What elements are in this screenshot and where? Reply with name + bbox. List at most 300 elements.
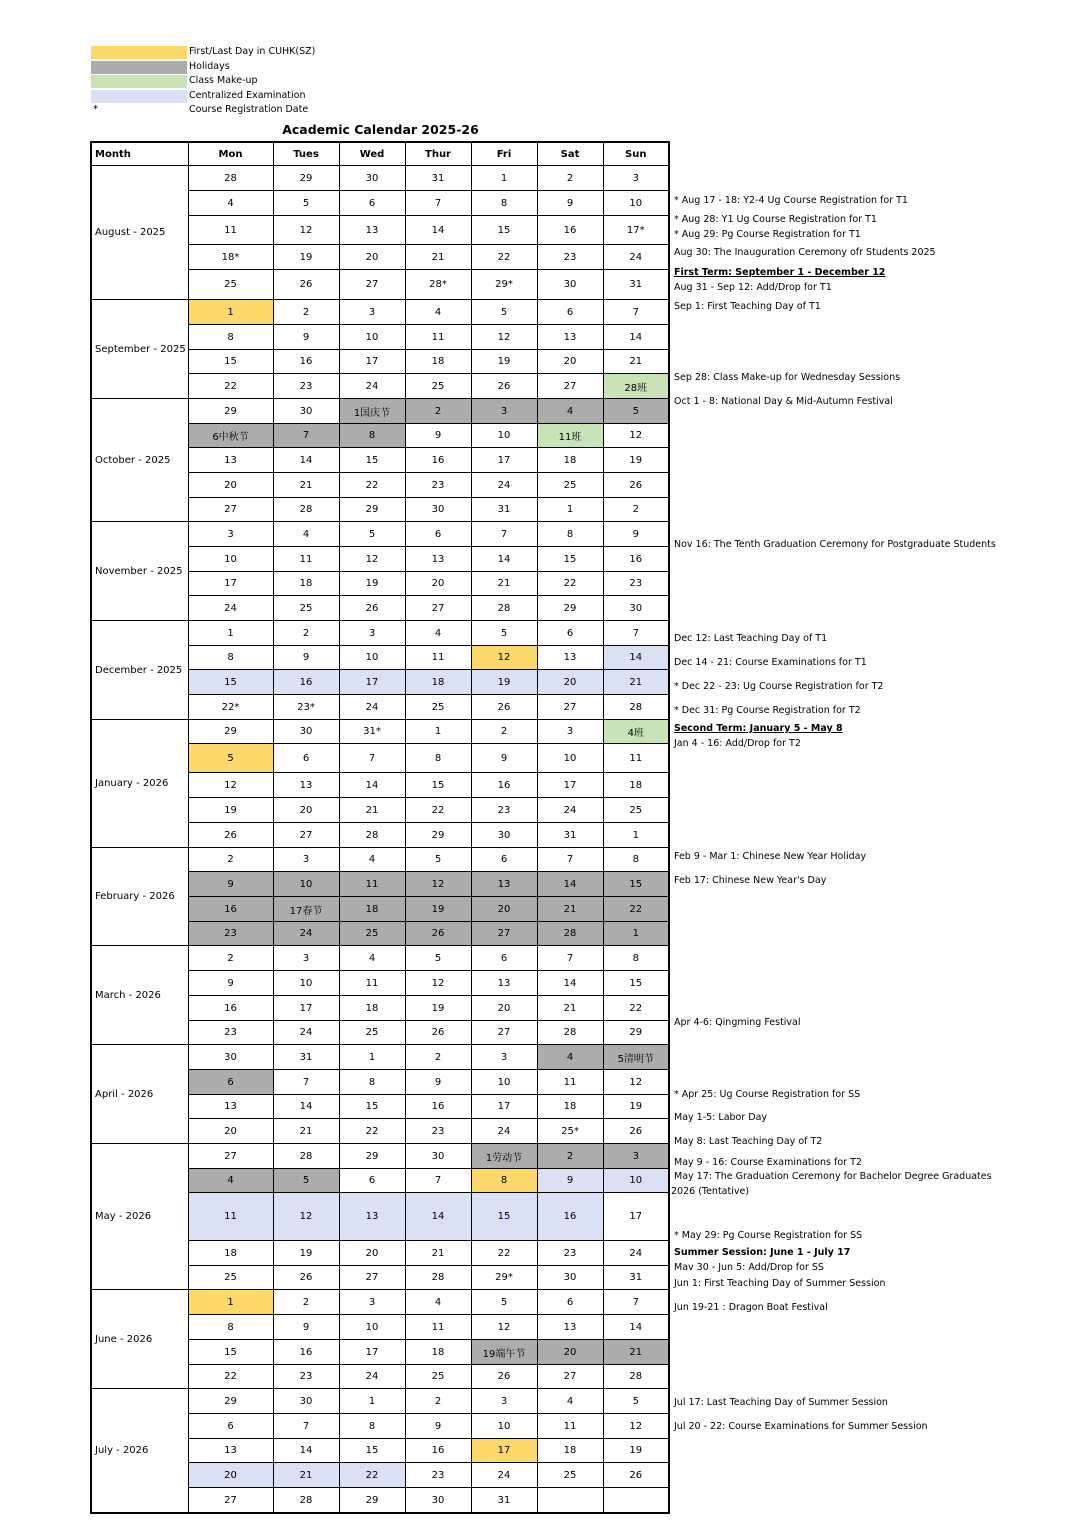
- calendar-title: Academic Calendar 2025-26: [282, 122, 479, 137]
- day-cell: 30: [537, 270, 603, 300]
- day-cell: 11班: [537, 424, 603, 448]
- day-cell: 22: [188, 1365, 273, 1389]
- calendar-note: * Apr 25: Ug Course Registration for SS: [674, 1089, 861, 1100]
- day-cell: 27: [537, 374, 603, 399]
- day-cell: 3: [273, 848, 339, 872]
- day-cell: 15: [188, 350, 273, 374]
- legend-label: Holidays: [189, 60, 230, 72]
- day-cell: 22: [339, 473, 405, 498]
- week-row: [91, 399, 669, 424]
- day-cell: 12: [405, 971, 471, 996]
- calendar-note: Jan 4 - 16: Add/Drop for T2: [674, 738, 801, 749]
- week-row: [91, 522, 669, 547]
- day-cell: 5: [603, 399, 669, 424]
- day-cell: 28: [603, 1365, 669, 1389]
- day-cell: 27: [188, 1488, 273, 1514]
- day-cell: 18: [405, 1340, 471, 1365]
- day-cell: 26: [339, 596, 405, 621]
- day-cell: 20: [537, 1340, 603, 1365]
- day-cell: 17: [273, 996, 339, 1021]
- calendar-note: Feb 17: Chinese New Year's Day: [674, 875, 827, 886]
- day-cell: 25: [405, 695, 471, 720]
- day-cell: 3: [339, 621, 405, 646]
- legend: [91, 45, 351, 118]
- day-cell: 25: [339, 1021, 405, 1045]
- day-cell: 26: [273, 1266, 339, 1290]
- day-cell: 27: [188, 1144, 273, 1169]
- day-cell: 15: [603, 872, 669, 897]
- day-cell: 16: [273, 350, 339, 374]
- calendar-note: Nov 16: The Tenth Graduation Ceremony for Postgraduate Students: [674, 539, 996, 550]
- day-cell: 18: [188, 1241, 273, 1266]
- day-cell: 9: [405, 1070, 471, 1095]
- day-cell: 2: [405, 399, 471, 424]
- day-cell: 26: [471, 1365, 537, 1389]
- header-mon: Mon: [188, 142, 273, 166]
- day-cell: 1: [188, 1290, 273, 1315]
- day-cell: 25*: [537, 1119, 603, 1144]
- day-cell: 1: [339, 1389, 405, 1414]
- day-cell: 1: [339, 1045, 405, 1070]
- day-cell: 14: [273, 1439, 339, 1463]
- calendar-note: Apr 4-6: Qingming Festival: [674, 1017, 801, 1028]
- week-row: [91, 1290, 669, 1315]
- day-cell: 6: [273, 744, 339, 773]
- day-cell: 7: [603, 621, 669, 646]
- day-cell: 17: [339, 670, 405, 695]
- day-cell: 11: [405, 1315, 471, 1340]
- day-cell: 11: [405, 646, 471, 670]
- day-cell: 3: [471, 399, 537, 424]
- day-cell: 28: [537, 922, 603, 946]
- week-row: [91, 1144, 669, 1169]
- day-cell: 22: [471, 245, 537, 270]
- day-cell: 26: [471, 695, 537, 720]
- day-cell: 10: [471, 424, 537, 448]
- day-cell: 20: [471, 897, 537, 922]
- day-cell: 4: [405, 621, 471, 646]
- day-cell: 23: [188, 922, 273, 946]
- day-cell: 21: [603, 670, 669, 695]
- day-cell: 13: [188, 448, 273, 473]
- day-cell: 13: [339, 216, 405, 245]
- day-cell: 12: [471, 646, 537, 670]
- day-cell: 31: [273, 1045, 339, 1070]
- week-row: [91, 1389, 669, 1414]
- day-cell: 12: [471, 1315, 537, 1340]
- day-cell: 21: [471, 572, 537, 596]
- week-row: [91, 300, 669, 325]
- day-cell: 21: [405, 1241, 471, 1266]
- day-cell: 26: [603, 1119, 669, 1144]
- day-cell: 30: [273, 720, 339, 744]
- day-cell: 26: [603, 473, 669, 498]
- calendar-note: Oct 1 - 8: National Day & Mid-Autumn Festival: [674, 396, 893, 407]
- day-cell: 27: [273, 823, 339, 848]
- day-cell: 4: [537, 1045, 603, 1070]
- day-cell: 6: [471, 848, 537, 872]
- day-cell: 2: [405, 1045, 471, 1070]
- day-cell: 1劳动节: [471, 1144, 537, 1169]
- day-cell: 11: [537, 1070, 603, 1095]
- calendar-note: May 8: Last Teaching Day of T2: [674, 1136, 823, 1147]
- legend-item: [91, 45, 351, 60]
- day-cell: 22*: [188, 695, 273, 720]
- day-cell: 3: [603, 1144, 669, 1169]
- calendar-note: Jun 1: First Teaching Day of Summer Session: [674, 1278, 886, 1289]
- day-cell: 1: [188, 300, 273, 325]
- day-cell: 8: [339, 1070, 405, 1095]
- legend-label: Centralized Examination: [189, 89, 306, 101]
- day-cell: 8: [339, 1414, 405, 1439]
- day-cell: 26: [273, 270, 339, 300]
- day-cell: 6中秋节: [188, 424, 273, 448]
- legend-item: [91, 74, 351, 89]
- month-label: April - 2026: [91, 1045, 188, 1144]
- day-cell: 17: [339, 350, 405, 374]
- day-cell: 2: [273, 300, 339, 325]
- day-cell: 17: [471, 448, 537, 473]
- day-cell: 8: [188, 325, 273, 350]
- legend-marker: *: [93, 104, 98, 115]
- calendar-note: Mav 30 - Jun 5: Add/Drop for SS: [674, 1262, 824, 1273]
- day-cell: 5: [471, 300, 537, 325]
- day-cell: 23: [405, 1463, 471, 1488]
- day-cell: 14: [339, 773, 405, 798]
- day-cell: [537, 1488, 603, 1514]
- day-cell: 18: [537, 1095, 603, 1119]
- day-cell: 30: [405, 1144, 471, 1169]
- day-cell: 29: [339, 498, 405, 522]
- day-cell: 24: [339, 695, 405, 720]
- calendar-note: Jul 20 - 22: Course Examinations for Summer Session: [674, 1421, 928, 1432]
- day-cell: 8: [188, 1315, 273, 1340]
- day-cell: 28班: [603, 374, 669, 399]
- day-cell: 23: [603, 572, 669, 596]
- day-cell: 31: [537, 823, 603, 848]
- day-cell: 2: [273, 621, 339, 646]
- day-cell: 20: [339, 245, 405, 270]
- day-cell: 9: [405, 1414, 471, 1439]
- header-fri: Fri: [471, 142, 537, 166]
- day-cell: 24: [188, 596, 273, 621]
- month-label: November - 2025: [91, 522, 188, 621]
- day-cell: 27: [471, 1021, 537, 1045]
- day-cell: 2: [471, 720, 537, 744]
- day-cell: 14: [405, 1193, 471, 1241]
- day-cell: 8: [471, 191, 537, 216]
- legend-label: Class Make-up: [189, 75, 258, 86]
- day-cell: 9: [273, 325, 339, 350]
- day-cell: 13: [537, 646, 603, 670]
- day-cell: 10: [603, 191, 669, 216]
- day-cell: 21: [405, 245, 471, 270]
- calendar-note: Aug 31 - Sep 12: Add/Drop for T1: [674, 282, 832, 293]
- month-label: December - 2025: [91, 621, 188, 720]
- day-cell: 29: [537, 596, 603, 621]
- day-cell: 21: [273, 473, 339, 498]
- calendar-note: Jul 17: Last Teaching Day of Summer Session: [674, 1397, 888, 1408]
- month-label: October - 2025: [91, 399, 188, 522]
- day-cell: 24: [603, 245, 669, 270]
- day-cell: 11: [405, 325, 471, 350]
- day-cell: 25: [537, 1463, 603, 1488]
- legend-label: First/Last Day in CUHK(SZ): [189, 46, 316, 57]
- day-cell: 29: [405, 823, 471, 848]
- week-row: [91, 1045, 669, 1070]
- day-cell: 26: [471, 374, 537, 399]
- day-cell: 19: [405, 897, 471, 922]
- day-cell: 23: [273, 1365, 339, 1389]
- day-cell: 6: [188, 1414, 273, 1439]
- day-cell: 31*: [339, 720, 405, 744]
- day-cell: 5清明节: [603, 1045, 669, 1070]
- day-cell: 19: [603, 1095, 669, 1119]
- day-cell: 1: [405, 720, 471, 744]
- calendar-note: First Term: September 1 - December 12: [674, 267, 886, 278]
- day-cell: 8: [471, 1169, 537, 1193]
- day-cell: 30: [537, 1266, 603, 1290]
- day-cell: 12: [405, 872, 471, 897]
- day-cell: 3: [273, 946, 339, 971]
- day-cell: 3: [603, 166, 669, 191]
- day-cell: 18*: [188, 245, 273, 270]
- day-cell: 22: [405, 798, 471, 823]
- day-cell: 15: [188, 1340, 273, 1365]
- day-cell: 13: [339, 1193, 405, 1241]
- day-cell: 6: [339, 191, 405, 216]
- day-cell: 29: [188, 720, 273, 744]
- day-cell: 7: [603, 300, 669, 325]
- week-row: [91, 621, 669, 646]
- calendar-note: Aug 30: The Inauguration Ceremony ofr Students 2025: [674, 247, 936, 258]
- day-cell: 24: [339, 374, 405, 399]
- day-cell: 13: [471, 872, 537, 897]
- day-cell: 12: [471, 325, 537, 350]
- day-cell: 17: [537, 773, 603, 798]
- day-cell: 4: [537, 1389, 603, 1414]
- day-cell: 15: [405, 773, 471, 798]
- day-cell: 16: [405, 448, 471, 473]
- day-cell: 24: [537, 798, 603, 823]
- calendar-note: Jun 19-21 : Dragon Boat Festival: [674, 1302, 828, 1313]
- day-cell: 23: [188, 1021, 273, 1045]
- header-month: Month: [91, 142, 188, 166]
- day-cell: 2: [405, 1389, 471, 1414]
- day-cell: 17: [188, 572, 273, 596]
- day-cell: 5: [471, 621, 537, 646]
- day-cell: 26: [188, 823, 273, 848]
- day-cell: 11: [188, 1193, 273, 1241]
- day-cell: 2: [537, 1144, 603, 1169]
- day-cell: 29: [339, 1488, 405, 1514]
- day-cell: 10: [339, 325, 405, 350]
- day-cell: 18: [537, 448, 603, 473]
- day-cell: 23: [537, 245, 603, 270]
- day-cell: 22: [188, 374, 273, 399]
- day-cell: 25: [339, 922, 405, 946]
- day-cell: 10: [537, 744, 603, 773]
- day-cell: 22: [339, 1463, 405, 1488]
- day-cell: 2: [603, 498, 669, 522]
- day-cell: 31: [603, 1266, 669, 1290]
- day-cell: 31: [471, 498, 537, 522]
- calendar-note: Summer Session: June 1 - July 17: [674, 1247, 851, 1258]
- day-cell: 18: [405, 350, 471, 374]
- day-cell: 10: [188, 547, 273, 572]
- day-cell: 13: [471, 971, 537, 996]
- calendar-note: * Aug 28: Y1 Ug Course Registration for T1: [674, 214, 877, 225]
- month-label: June - 2026: [91, 1290, 188, 1389]
- day-cell: 21: [273, 1119, 339, 1144]
- day-cell: 13: [537, 1315, 603, 1340]
- legend-item: [91, 60, 351, 75]
- day-cell: 24: [273, 922, 339, 946]
- day-cell: 19端午节: [471, 1340, 537, 1365]
- day-cell: 22: [603, 996, 669, 1021]
- day-cell: 19: [405, 996, 471, 1021]
- day-cell: 7: [339, 744, 405, 773]
- header-sun: Sun: [603, 142, 669, 166]
- header-tues: Tues: [273, 142, 339, 166]
- calendar-note: Dec 14 - 21: Course Examinations for T1: [674, 657, 867, 668]
- month-label: August - 2025: [91, 166, 188, 300]
- day-cell: 15: [603, 971, 669, 996]
- day-cell: 29*: [471, 1266, 537, 1290]
- day-cell: 25: [405, 1365, 471, 1389]
- day-cell: 13: [273, 773, 339, 798]
- day-cell: 20: [471, 996, 537, 1021]
- day-cell: 9: [537, 1169, 603, 1193]
- day-cell: 9: [188, 971, 273, 996]
- day-cell: 17: [603, 1193, 669, 1241]
- day-cell: 4: [339, 848, 405, 872]
- day-cell: 30: [603, 596, 669, 621]
- day-cell: 14: [603, 646, 669, 670]
- day-cell: 8: [405, 744, 471, 773]
- legend-swatch: [91, 61, 187, 74]
- day-cell: 24: [603, 1241, 669, 1266]
- day-cell: 13: [405, 547, 471, 572]
- day-cell: 30: [405, 1488, 471, 1514]
- day-cell: 28: [188, 166, 273, 191]
- legend-swatch: [91, 46, 187, 59]
- day-cell: 5: [273, 191, 339, 216]
- day-cell: 15: [471, 216, 537, 245]
- month-label: March - 2026: [91, 946, 188, 1045]
- day-cell: 20: [339, 1241, 405, 1266]
- day-cell: 10: [273, 971, 339, 996]
- day-cell: 19: [273, 1241, 339, 1266]
- calendar-note: * Dec 22 - 23: Ug Course Registration for T2: [674, 681, 884, 692]
- calendar-note: * May 29: Pg Course Registration for SS: [674, 1230, 863, 1241]
- day-cell: 1: [188, 621, 273, 646]
- day-cell: 12: [188, 773, 273, 798]
- day-cell: 30: [188, 1045, 273, 1070]
- day-cell: 28: [603, 695, 669, 720]
- day-cell: 5: [273, 1169, 339, 1193]
- day-cell: 16: [405, 1095, 471, 1119]
- day-cell: 7: [273, 1070, 339, 1095]
- day-cell: 7: [273, 1414, 339, 1439]
- day-cell: 27: [537, 695, 603, 720]
- day-cell: 10: [603, 1169, 669, 1193]
- day-cell: 2: [537, 166, 603, 191]
- day-cell: 25: [273, 596, 339, 621]
- day-cell: 10: [471, 1414, 537, 1439]
- day-cell: 21: [603, 350, 669, 374]
- day-cell: 29*: [471, 270, 537, 300]
- day-cell: 6: [537, 300, 603, 325]
- calendar-note: * Aug 29: Pg Course Registration for T1: [674, 229, 861, 240]
- day-cell: 14: [537, 971, 603, 996]
- day-cell: 21: [603, 1340, 669, 1365]
- day-cell: 7: [471, 522, 537, 547]
- day-cell: 19: [273, 245, 339, 270]
- day-cell: 30: [471, 823, 537, 848]
- day-cell: 21: [537, 996, 603, 1021]
- day-cell: 20: [537, 350, 603, 374]
- day-cell: 26: [405, 1021, 471, 1045]
- day-cell: 19: [339, 572, 405, 596]
- day-cell: 24: [471, 473, 537, 498]
- day-cell: 30: [339, 166, 405, 191]
- day-cell: 7: [273, 424, 339, 448]
- day-cell: 27: [537, 1365, 603, 1389]
- day-cell: 3: [471, 1389, 537, 1414]
- day-cell: 2: [188, 848, 273, 872]
- day-cell: 13: [188, 1095, 273, 1119]
- calendar-body: [91, 166, 669, 1514]
- day-cell: 20: [188, 1119, 273, 1144]
- day-cell: 24: [339, 1365, 405, 1389]
- day-cell: 5: [188, 744, 273, 773]
- day-cell: 23: [405, 1119, 471, 1144]
- week-row: [91, 848, 669, 872]
- day-cell: 10: [471, 1070, 537, 1095]
- legend-item: [91, 103, 351, 118]
- day-cell: 14: [603, 325, 669, 350]
- day-cell: 30: [273, 1389, 339, 1414]
- day-cell: 22: [471, 1241, 537, 1266]
- day-cell: 31: [405, 166, 471, 191]
- day-cell: 26: [603, 1463, 669, 1488]
- week-row: [91, 946, 669, 971]
- day-cell: 7: [603, 1290, 669, 1315]
- day-cell: 28: [273, 1144, 339, 1169]
- day-cell: 27: [188, 498, 273, 522]
- day-cell: 17*: [603, 216, 669, 245]
- day-cell: 11: [339, 872, 405, 897]
- day-cell: 16: [405, 1439, 471, 1463]
- day-cell: 21: [273, 1463, 339, 1488]
- day-cell: 5: [471, 1290, 537, 1315]
- day-cell: 9: [273, 1315, 339, 1340]
- day-cell: 5: [339, 522, 405, 547]
- day-cell: 28: [273, 1488, 339, 1514]
- day-cell: 1国庆节: [339, 399, 405, 424]
- day-cell: 8: [603, 848, 669, 872]
- day-cell: 6: [405, 522, 471, 547]
- day-cell: 11: [273, 547, 339, 572]
- day-cell: 29: [339, 1144, 405, 1169]
- month-label: September - 2025: [91, 300, 188, 399]
- day-cell: 16: [188, 996, 273, 1021]
- day-cell: 20: [188, 473, 273, 498]
- day-cell: 5: [603, 1389, 669, 1414]
- day-cell: 24: [471, 1119, 537, 1144]
- day-cell: 15: [471, 1193, 537, 1241]
